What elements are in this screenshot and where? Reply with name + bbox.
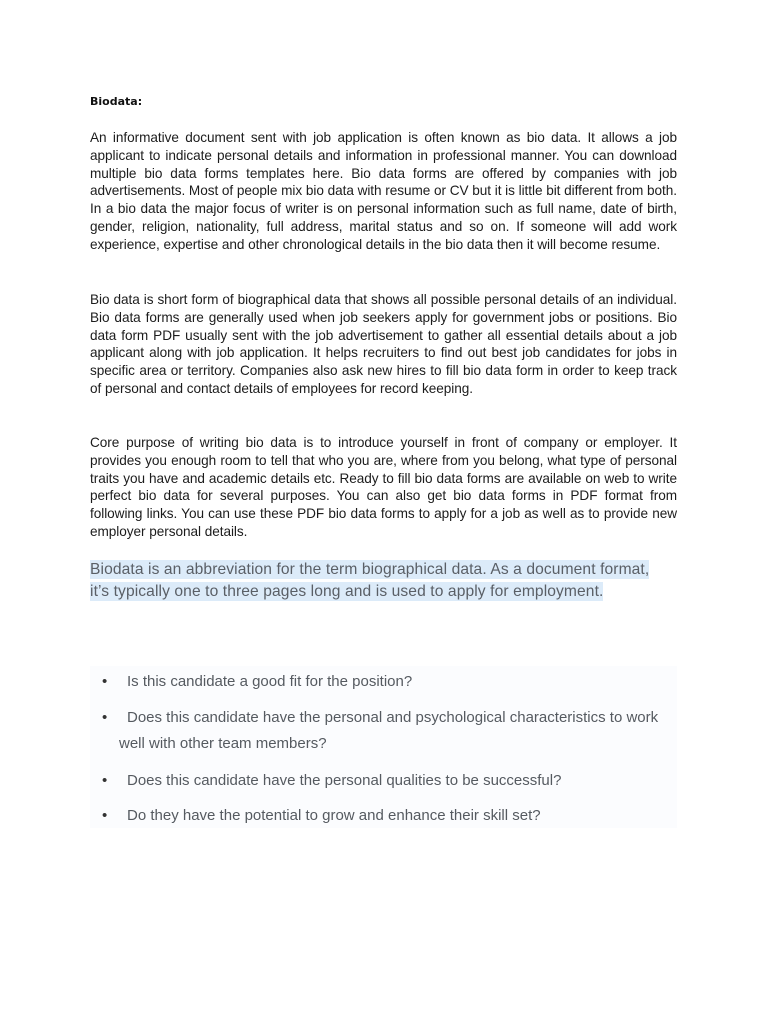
question-list	[90, 666, 677, 828]
bullet-icon: •	[102, 807, 108, 824]
bullet-icon: •	[102, 673, 108, 690]
question-text: Do they have the potential to grow and enhance their skill set?	[127, 807, 541, 824]
question-text: Does this candidate have the personal qualities to be successful?	[127, 772, 562, 789]
list-item	[90, 803, 677, 829]
highlighted-text: Biodata is an abbreviation for the term biographical data. As a document format, it’s typically one to three pages long and is used to apply for employment.	[90, 561, 650, 600]
list-item	[90, 669, 677, 695]
question-text: Does this candidate have the personal and psychological characteristics to work well with other team members?	[119, 709, 659, 752]
bullet-icon: •	[102, 709, 108, 726]
bullet-icon: •	[102, 772, 108, 789]
highlighted-definition	[90, 559, 650, 603]
list-item	[90, 768, 677, 794]
document-heading: Biodata:	[90, 95, 143, 108]
paragraph-intro: An informative document sent with job application is often known as bio data. It allows a job applicant to indicate personal details and information in professional manner. You can download multiple bio data forms templates here. Bio data forms are offered by companies with job advertisements. Most of people mix bio data with resume or CV but it is little bit different from both. In a bio data the major focus of writer is on personal information such as full name, date of birth, gender, religion, nationality, full address, marital status and so on. If someone will add work experience, expertise and other chronological details in the bio data then it will become resume.	[90, 130, 677, 252]
list-item	[90, 705, 677, 757]
paragraph-purpose: Core purpose of writing bio data is to introduce yourself in front of company or employer. It provides you enough room to tell that who you are, where from you belong, what type of personal traits you have and academic details etc. Ready to fill bio data forms are available on web to write perfect bio data for several purposes. You can also get bio data forms in PDF format from following links. You can use these PDF bio data forms to apply for a job as well as to provide new employer personal details.	[90, 435, 677, 539]
question-text: Is this candidate a good fit for the position?	[127, 673, 413, 690]
paragraph-definition: Bio data is short form of biographical data that shows all possible personal details of an individual. Bio data forms are generally used when job seekers apply for government jobs or positions. Bio data form PDF usually sent with the job advertisement to gather all essential details about a job applicant along with job application. It helps recruiters to find out best job candidates for jobs in specific area or territory. Companies also ask new hires to fill bio data form in order to keep track of personal and contact details of employees for record keeping.	[90, 292, 677, 396]
